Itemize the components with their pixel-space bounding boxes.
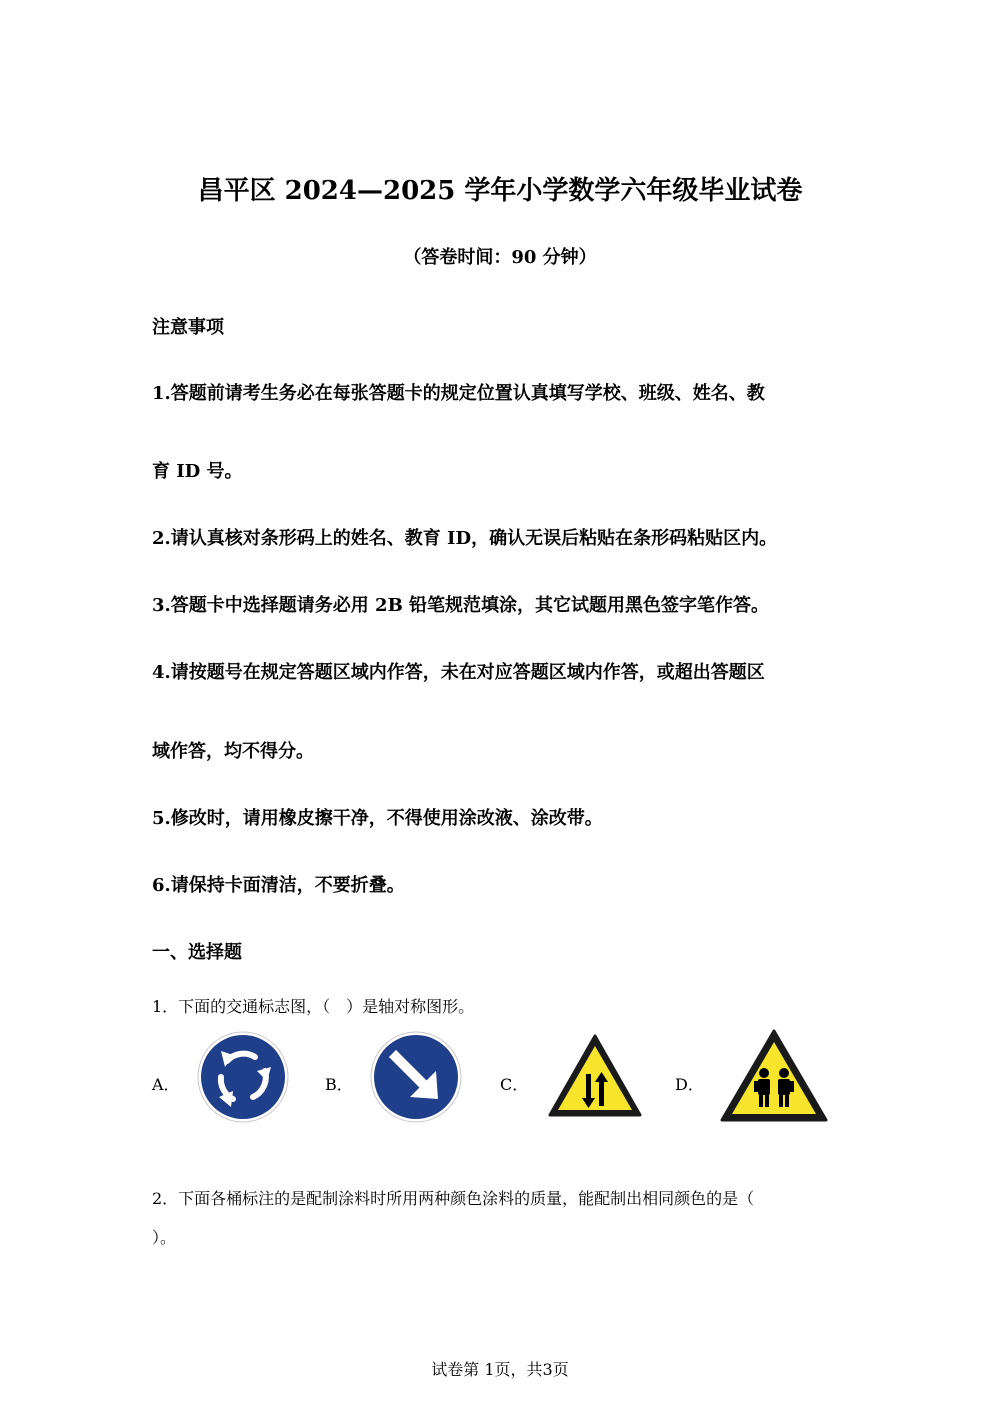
notes-heading: 注意事项 <box>152 317 224 338</box>
two-way-traffic-sign-icon <box>548 1034 642 1118</box>
option-c-label: C． <box>500 1075 529 1094</box>
question-2-text: 2．下面各桶标注的是配制涂料时所用两种颜色涂料的质量，能配制出相同颜色的是（ <box>152 1189 755 1208</box>
note-line: 6.请保持卡面清洁，不要折叠。 <box>152 875 405 896</box>
question-1-text: 1．下面的交通标志图，（ ）是轴对称图形。 <box>152 997 475 1016</box>
section-heading: 一、选择题 <box>152 942 242 963</box>
note-line: 1.答题前请考生务必在每张答题卡的规定位置认真填写学校、班级、姓名、教 <box>152 383 765 404</box>
option-b-label: B． <box>325 1075 353 1094</box>
exam-title: 昌平区 2024—2025 学年小学数学六年级毕业试卷 <box>197 176 803 206</box>
option-a-label: A． <box>152 1075 180 1094</box>
note-line: 域作答，均不得分。 <box>152 741 314 762</box>
page-number: 试卷第 1页，共3页 <box>431 1360 569 1379</box>
keep-right-sign-icon <box>370 1031 462 1123</box>
roundabout-sign-icon <box>197 1031 289 1123</box>
note-line: 5.修改时，请用橡皮擦干净，不得使用涂改液、涂改带。 <box>152 808 603 829</box>
option-d-label: D． <box>675 1075 704 1094</box>
note-line: 3.答题卡中选择题请务必用 2B 铅笔规范填涂，其它试题用黑色签字笔作答。 <box>152 595 770 616</box>
children-crossing-sign-icon <box>720 1029 828 1123</box>
note-line: 育 ID 号。 <box>152 461 243 482</box>
question-2-text-cont: ）。 <box>152 1228 177 1247</box>
note-line: 2.请认真核对条形码上的姓名、教育 ID，确认无误后粘贴在条形码粘贴区内。 <box>152 528 778 549</box>
note-line: 4.请按题号在规定答题区域内作答，未在对应答题区域内作答，或超出答题区 <box>152 662 765 683</box>
exam-duration: （答卷时间：90 分钟） <box>403 247 597 268</box>
